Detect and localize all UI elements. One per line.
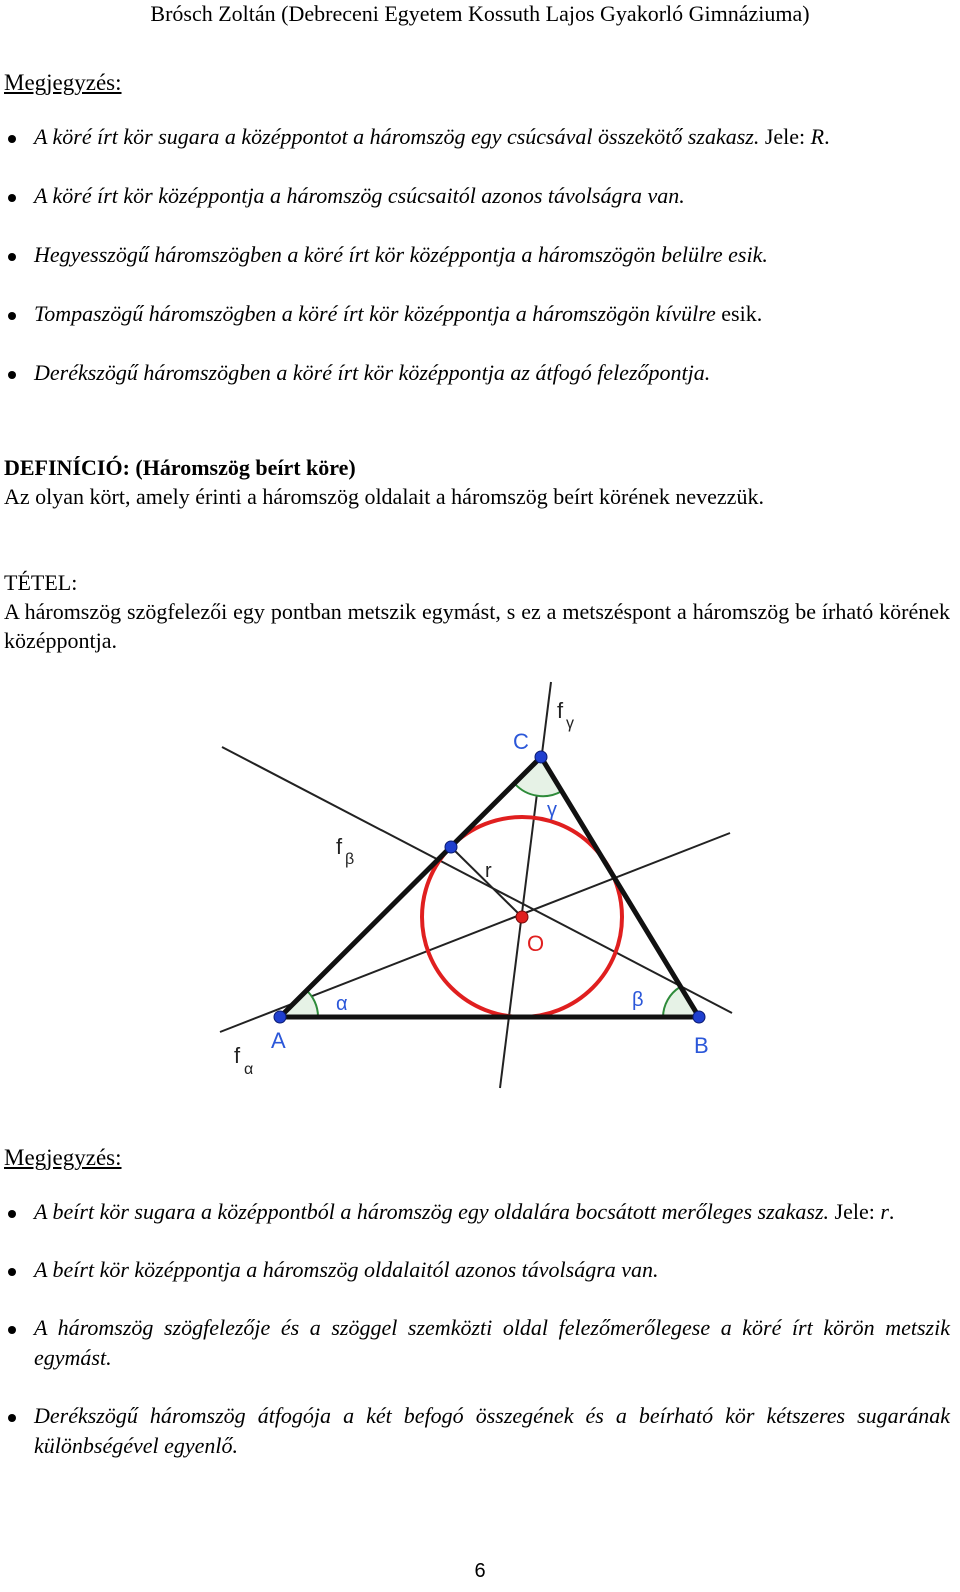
label-f-beta-sub: β <box>345 851 355 868</box>
item-suffix: esik. <box>715 301 763 326</box>
item-text: A beírt kör sugara a középpontból a háromszög egy oldalára bocsátott merőleges szakasz. <box>34 1199 830 1224</box>
item-text: A beírt kör középpontja a háromszög oldalaitól azonos távolságra van. <box>34 1257 659 1282</box>
definition-section <box>4 453 950 511</box>
note-title: Megjegyzés: <box>4 1145 122 1170</box>
vertex-C-point <box>535 751 547 763</box>
symbol-R: R <box>810 124 825 149</box>
label-f-gamma: f <box>557 698 564 723</box>
label-O: O <box>527 931 545 956</box>
label-alpha: α <box>336 993 348 1015</box>
list-item <box>4 1313 950 1373</box>
symbol-r: r <box>880 1199 889 1224</box>
note-list <box>4 122 950 388</box>
note-title: Megjegyzés: <box>4 70 122 95</box>
definition-title: DEFINÍCIÓ: (Háromszög beírt köre) <box>4 455 356 480</box>
vertex-A-point <box>274 1011 286 1023</box>
definition-text: Az olyan kört, amely érinti a háromszög oldalait a háromszög beírt körének nevezzük. <box>4 484 764 509</box>
page-header: Brósch Zoltán (Debreceni Egyetem Kossuth Lajos Gyakorló Gimnáziuma) <box>150 1 810 26</box>
theorem-section <box>4 568 950 655</box>
note-section-1 <box>4 70 950 388</box>
item-end: . <box>824 124 830 149</box>
item-text: Derékszögű háromszög átfogója a két befogó összegének és a beírható kör kétszeres sugarának különbségével egyenlő. <box>34 1403 950 1458</box>
tangent-point <box>445 841 457 853</box>
label-f-gamma-sub: γ <box>566 715 574 732</box>
list-item <box>4 181 950 211</box>
label-r: r <box>485 860 492 882</box>
label-B: B <box>694 1033 709 1058</box>
item-text: Tompaszögű háromszögben a köré írt kör középpontja a háromszögön kívülre <box>34 301 716 326</box>
item-text: Hegyesszögű háromszögben a köré írt kör középpontja a háromszögön belülre esik. <box>34 242 768 267</box>
item-text: A köré írt kör középpontja a háromszög csúcsaitól azonos távolságra van. <box>34 183 685 208</box>
list-item <box>4 1255 950 1285</box>
item-end: . <box>888 1199 895 1224</box>
item-text: Derékszögű háromszögben a köré írt kör középpontja az átfogó felezőpontja. <box>34 360 711 385</box>
page-number: 6 <box>474 1560 486 1582</box>
list-item <box>4 122 950 152</box>
theorem-text: A háromszög szögfelezői egy pontban metszik egymást, s ez a metszéspont a háromszög be írható körének középpontja. <box>4 599 950 653</box>
list-item <box>4 358 950 388</box>
label-C: C <box>513 729 529 754</box>
label-f-beta: f <box>336 834 343 859</box>
note-section-2 <box>4 1145 950 1461</box>
radius-line <box>451 847 522 917</box>
note-list <box>4 1197 950 1461</box>
list-item <box>4 1401 950 1461</box>
list-item <box>4 1197 950 1227</box>
item-text: A háromszög szögfelezője és a szöggel szemközti oldal felezőmerőlegese a köré írt körön metszik egymást. <box>34 1315 950 1370</box>
center-O-point <box>516 911 528 923</box>
item-suffix: Jele: <box>829 1199 881 1224</box>
item-text: A köré írt kör sugara a középpontot a háromszög egy csúcsával összekötő szakasz. <box>34 124 760 149</box>
list-item <box>4 299 950 329</box>
bisector-line-beta <box>222 747 732 1013</box>
incircle-figure <box>0 680 960 1100</box>
item-suffix: Jele: <box>759 124 811 149</box>
label-f-alpha: f <box>234 1043 241 1068</box>
label-A: A <box>271 1028 286 1053</box>
theorem-title: TÉTEL: <box>4 570 78 595</box>
label-f-alpha-sub: α <box>244 1061 254 1078</box>
label-gamma: γ <box>547 799 557 821</box>
list-item <box>4 240 950 270</box>
vertex-B-point <box>693 1011 705 1023</box>
label-beta: β <box>632 989 644 1011</box>
